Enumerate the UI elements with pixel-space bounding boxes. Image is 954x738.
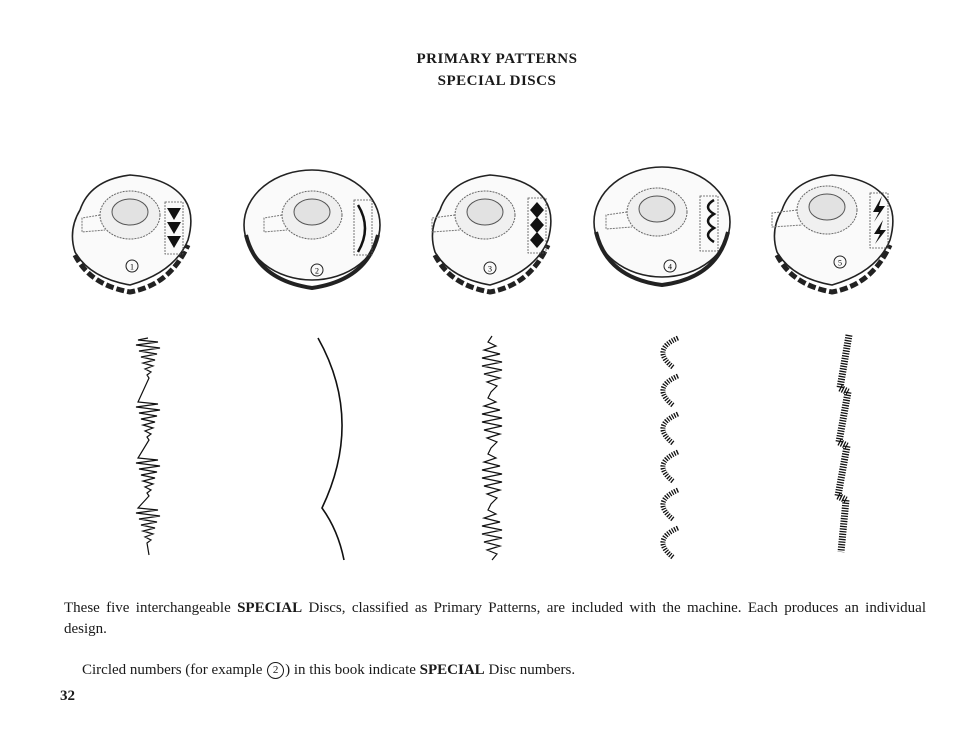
note-paragraph: Circled numbers (for example 2 ) in this book indicate SPECIAL Disc numbers. <box>82 662 576 678</box>
stitch-pattern-4 <box>626 330 706 565</box>
page-title-primary-patterns: PRIMARY PATTERNS <box>416 51 578 67</box>
disc-number: 2 <box>315 266 319 276</box>
disc-4-illustration <box>592 160 732 300</box>
stitch-pattern-3 <box>452 330 532 565</box>
disc-number: 4 <box>668 262 672 272</box>
page-number: 32 <box>60 688 75 704</box>
diamond-stack-icon <box>530 202 544 248</box>
disc-number: 3 <box>488 264 492 274</box>
disc-5-illustration <box>762 160 902 300</box>
disc-2-illustration <box>242 160 382 300</box>
page-subtitle-special-discs: SPECIAL DISCS <box>437 73 557 89</box>
disc-number: 1 <box>130 262 134 272</box>
disc-3-illustration <box>420 160 560 300</box>
disc-number: 5 <box>838 258 842 268</box>
intro-paragraph: These five interchangeable SPECIAL Discs, classified as Primary Patterns, are included with the machine. Each produces an individual design. <box>64 600 926 637</box>
stitch-pattern-5 <box>804 330 884 565</box>
stitch-pattern-1 <box>108 330 188 565</box>
stitch-pattern-2 <box>296 330 376 565</box>
disc-1-illustration <box>60 160 200 300</box>
circled-number-example: 2 <box>267 662 284 679</box>
